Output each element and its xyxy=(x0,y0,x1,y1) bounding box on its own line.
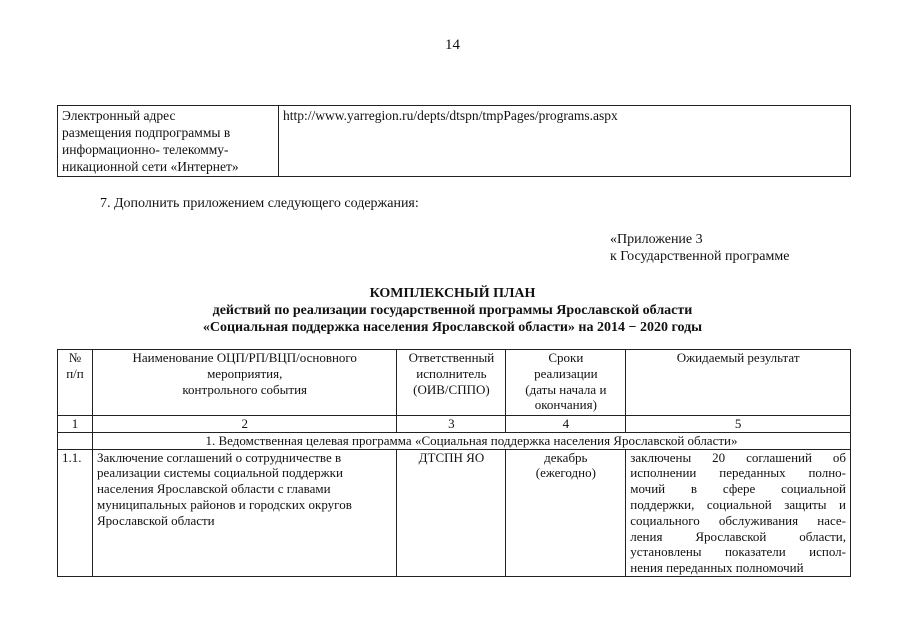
header-name-line: контрольного события xyxy=(182,381,308,397)
row-result-line: поддержки, социальной защиты и xyxy=(630,496,846,512)
header-terms xyxy=(506,350,626,416)
row-result-line: нения переданных полномочий xyxy=(630,560,804,576)
row-name-line: Ярославской области xyxy=(96,512,215,528)
row-name-line: Заключение соглашений о сотрудничестве в xyxy=(96,449,342,465)
header-result-label: Ожидаемый результат xyxy=(676,350,800,365)
header-executor-line: Ответственный xyxy=(408,350,495,365)
header-num-line: № xyxy=(68,350,82,365)
header-terms-line: (даты начала и xyxy=(525,381,607,397)
row-name-line: реализации системы социальной поддержки xyxy=(96,465,343,481)
header-executor-line: (ОИВ/СППО) xyxy=(413,381,490,397)
section-spacer-cell xyxy=(58,432,93,449)
row-num: 1.1. xyxy=(58,449,93,576)
row-terms-line: декабрь xyxy=(544,449,588,465)
header-num-line: п/п xyxy=(66,365,84,381)
column-number: 3 xyxy=(397,416,506,433)
header-executor-line: исполнитель xyxy=(416,365,487,381)
column-number: 4 xyxy=(506,416,626,433)
header-num xyxy=(58,350,93,416)
column-number-row xyxy=(58,416,851,433)
row-result-line: социального обслуживания насе- xyxy=(630,512,846,528)
plan-title-main: КОМПЛЕКСНЫЙ ПЛАН xyxy=(369,286,536,301)
info-label-line: размещения подпрограммы в xyxy=(62,125,231,140)
column-number: 5 xyxy=(626,416,851,433)
appendix-heading xyxy=(610,231,789,265)
program-url: http://www.yarregion.ru/depts/dtspn/tmpPages/programs.aspx xyxy=(283,108,618,123)
plan-title-sub: действий по реализации государственной программы Ярославской области xyxy=(212,303,693,318)
row-result xyxy=(626,449,851,576)
header-name-line: мероприятия, xyxy=(207,365,283,381)
row-name-line: муниципальных районов и городских округов xyxy=(96,496,352,512)
instruction-text: 7. Дополнить приложением следующего содержания: xyxy=(100,196,419,211)
row-terms-line: (ежегодно) xyxy=(535,465,596,481)
section-row xyxy=(58,432,851,449)
row-name xyxy=(92,449,396,576)
appendix-line-1: «Приложение 3 xyxy=(610,232,703,247)
row-result-line: ления Ярославской области, xyxy=(630,528,846,544)
plan-table-header-row xyxy=(58,350,851,416)
info-label-line: никационной сети «Интернет» xyxy=(62,159,239,174)
header-terms-line: Сроки xyxy=(548,350,584,365)
row-executor: ДТСПН ЯО xyxy=(397,449,506,576)
plan-title xyxy=(0,285,905,336)
plan-title-program: «Социальная поддержка населения Ярославской области» на 2014 − 2020 годы xyxy=(202,320,703,335)
appendix-line-2: к Государственной программе xyxy=(610,249,790,264)
info-table-row xyxy=(58,106,851,177)
row-result-line: мочий в сфере социальной xyxy=(630,481,846,497)
plan-table xyxy=(57,349,851,577)
row-terms xyxy=(506,449,626,576)
section-title: 1. Ведомственная целевая программа «Социальная поддержка населения Ярославской области» xyxy=(92,432,850,449)
header-executor xyxy=(397,350,506,416)
header-terms-line: окончания) xyxy=(534,397,597,413)
info-label-cell xyxy=(58,106,279,177)
info-label-line: информационно- телекомму- xyxy=(62,142,229,157)
info-url-cell xyxy=(279,106,851,177)
header-name-line: Наименование ОЦП/РП/ВЦП/основного xyxy=(132,350,357,365)
info-table xyxy=(57,105,851,177)
table-row xyxy=(58,449,851,576)
page-number: 14 xyxy=(445,37,460,53)
header-terms-line: реализации xyxy=(534,365,598,381)
row-name-line: населения Ярославской области с главами xyxy=(96,481,331,497)
row-result-line: исполнении переданных полно- xyxy=(630,465,846,481)
info-label-line: Электронный адрес xyxy=(62,108,176,123)
row-result-line: установлены показатели испол- xyxy=(630,544,846,560)
column-number: 2 xyxy=(92,416,396,433)
column-number: 1 xyxy=(58,416,93,433)
header-name xyxy=(92,350,396,416)
row-result-line: заключены 20 соглашений об xyxy=(630,449,846,465)
header-result xyxy=(626,350,851,416)
